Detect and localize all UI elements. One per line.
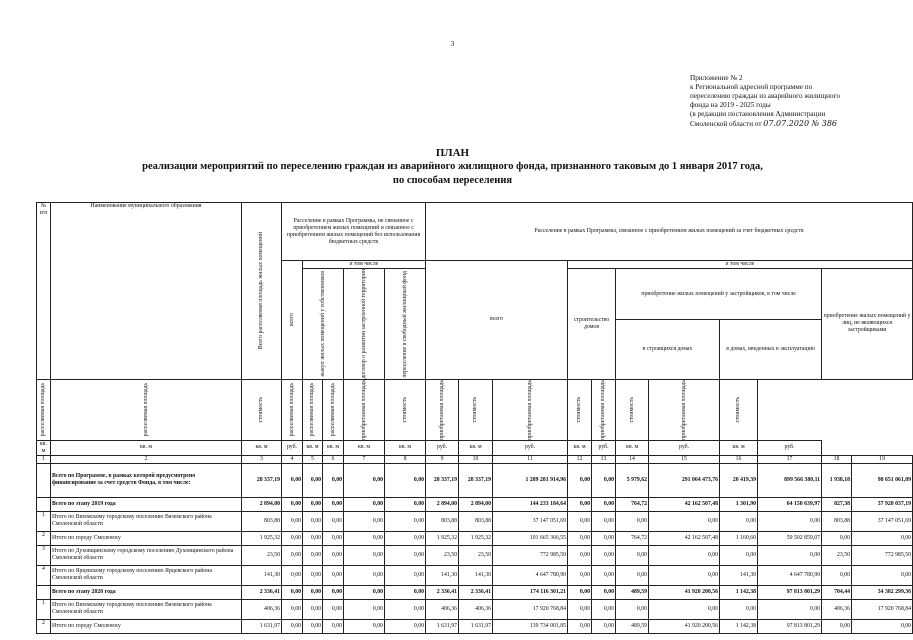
- header-vvedennye: в домах, введенных в эксплуатацию: [720, 320, 822, 380]
- value-cell: 0,00: [592, 565, 616, 585]
- column-number: 3: [242, 455, 282, 463]
- value-cell: 0,00: [592, 463, 616, 497]
- value-cell: 0,00: [344, 585, 385, 599]
- unit-kvm: кв. м: [720, 440, 758, 455]
- unit-rub: руб.: [426, 440, 459, 455]
- value-cell: 489,59: [616, 619, 649, 633]
- value-cell: 1 631,97: [242, 619, 282, 633]
- header-priobr-zastr: приобретение жилых помещений у застройщиков, в том числе: [616, 269, 822, 320]
- table-row: [37, 565, 913, 585]
- value-cell: 0,00: [303, 599, 323, 619]
- header-pereselenie: переселение в свободный жилищный фонд: [401, 270, 408, 378]
- value-cell: 2 336,41: [459, 585, 493, 599]
- value-cell: 4 647 780,90: [493, 565, 568, 585]
- value-cell: 1 925,32: [426, 531, 459, 545]
- value-cell: 406,36: [822, 599, 852, 619]
- value-cell: 0,00: [568, 463, 592, 497]
- municipality-name: Итого по Духовщинскому городскому поселению Духовщинского района Смоленской области: [51, 545, 242, 565]
- table-row: [37, 497, 913, 511]
- value-cell: 41 920 200,56: [649, 619, 720, 633]
- value-cell: 0,00: [616, 545, 649, 565]
- column-number: 2: [51, 455, 242, 463]
- value-cell: 141,30: [459, 565, 493, 585]
- column-number: 6: [323, 455, 344, 463]
- value-cell: 0,00: [568, 599, 592, 619]
- value-cell: 0,00: [282, 619, 303, 633]
- value-cell: 28 337,19: [242, 463, 282, 497]
- value-cell: 23,50: [426, 545, 459, 565]
- value-cell: 0,00: [344, 463, 385, 497]
- header-priobr-lic: приобретение жилых помещений у лиц, не являющихся застройщиками: [822, 269, 913, 380]
- column-number: 11: [493, 455, 568, 463]
- value-cell: 0,00: [568, 585, 592, 599]
- value-cell: 17 920 768,84: [493, 599, 568, 619]
- value-cell: 0,00: [344, 599, 385, 619]
- value-cell: 406,36: [426, 599, 459, 619]
- value-cell: 0,00: [385, 545, 426, 565]
- value-cell: 0,00: [568, 545, 592, 565]
- value-cell: 0,00: [568, 619, 592, 633]
- subheader-stoimost: стоимость: [576, 396, 583, 423]
- header-incl-2: в том числе: [568, 261, 913, 269]
- value-cell: 406,36: [459, 599, 493, 619]
- value-cell: 1 631,97: [426, 619, 459, 633]
- subheader-priobretaemaya: приобретаемая площадь: [438, 379, 445, 440]
- value-cell: 0,00: [852, 531, 913, 545]
- value-cell: 97 813 801,29: [758, 619, 822, 633]
- unit-kvm: кв. м: [51, 440, 242, 455]
- value-cell: 0,00: [592, 545, 616, 565]
- value-cell: 42 162 507,48: [649, 497, 720, 511]
- value-cell: 0,00: [282, 463, 303, 497]
- plan-table: [36, 202, 913, 634]
- value-cell: 0,00: [385, 565, 426, 585]
- unit-kvm: кв. м: [568, 440, 592, 455]
- value-cell: 0,00: [720, 545, 758, 565]
- value-cell: 0,00: [616, 565, 649, 585]
- value-cell: 0,00: [616, 511, 649, 531]
- value-cell: 0,00: [592, 511, 616, 531]
- header-vsego: всего: [288, 313, 295, 327]
- row-number: 2: [37, 619, 51, 633]
- municipality-name: Итого по городу Смоленску: [51, 619, 242, 633]
- plan-title: ПЛАН: [435, 147, 470, 159]
- table-row: [37, 585, 913, 599]
- value-cell: 4 647 780,90: [758, 565, 822, 585]
- value-cell: 23,50: [822, 545, 852, 565]
- subheader-stoimost: стоимость: [628, 396, 635, 423]
- value-cell: 0,00: [616, 599, 649, 619]
- value-cell: 37 920 037,19: [852, 497, 913, 511]
- value-cell: 0,00: [323, 497, 344, 511]
- value-cell: 0,00: [649, 511, 720, 531]
- column-number: 8: [385, 455, 426, 463]
- value-cell: 0,00: [592, 599, 616, 619]
- subheader-priobretaemaya: приобретаемая площадь: [680, 379, 687, 440]
- value-cell: 0,00: [344, 531, 385, 545]
- value-cell: 37 147 051,69: [852, 511, 913, 531]
- value-cell: 899 566 380,11: [758, 463, 822, 497]
- header-no: № п/п: [37, 203, 51, 380]
- value-cell: 144 233 184,64: [493, 497, 568, 511]
- value-cell: 0,00: [323, 531, 344, 545]
- municipality-name: Итого по городу Смоленску: [51, 531, 242, 545]
- value-cell: 0,00: [323, 463, 344, 497]
- value-cell: 0,00: [822, 531, 852, 545]
- value-cell: 0,00: [592, 531, 616, 545]
- value-cell: 0,00: [568, 511, 592, 531]
- subheader-rasselyaemaya: расселяемая площадь: [142, 383, 149, 437]
- row-number: 4: [37, 565, 51, 585]
- value-cell: 0,00: [649, 545, 720, 565]
- appendix-date-prefix: Смоленской области от: [690, 120, 762, 128]
- value-cell: 5 979,62: [616, 463, 649, 497]
- value-cell: 1 289 281 914,96: [493, 463, 568, 497]
- value-cell: 0,00: [282, 585, 303, 599]
- header-stroyaschiesya: в строящихся домах: [616, 320, 720, 380]
- value-cell: 0,00: [568, 531, 592, 545]
- table-row: [37, 619, 913, 633]
- value-cell: 489,59: [616, 585, 649, 599]
- unit-kvm: кв. м: [459, 440, 493, 455]
- column-number: 9: [426, 455, 459, 463]
- value-cell: 0,00: [344, 545, 385, 565]
- unit-rub: руб.: [493, 440, 568, 455]
- value-cell: 42 162 507,48: [649, 531, 720, 545]
- value-cell: 0,00: [303, 531, 323, 545]
- value-cell: 0,00: [385, 531, 426, 545]
- value-cell: 0,00: [822, 565, 852, 585]
- value-cell: 1 925,32: [459, 531, 493, 545]
- value-cell: 59 502 859,07: [758, 531, 822, 545]
- header-incl: в том числе: [303, 261, 426, 269]
- value-cell: 0,00: [323, 545, 344, 565]
- value-cell: 23,50: [459, 545, 493, 565]
- value-cell: 28 337,19: [459, 463, 493, 497]
- value-cell: 0,00: [303, 497, 323, 511]
- plan-subtitle: реализации мероприятий по переселению граждан из аварийного жилищного фонда, признанного таковым до 1 января 2017 года,: [142, 161, 763, 172]
- value-cell: 34 382 299,36: [852, 585, 913, 599]
- table-row: [37, 599, 913, 619]
- header-prog-no-budget: Расселение в рамках Программы, не связанное с приобретением жилых помещений и связанное с приобретением жилых помещений без использования бюджетных средств: [282, 203, 426, 261]
- value-cell: 0,00: [303, 463, 323, 497]
- unit-rub: руб.: [592, 440, 616, 455]
- header-total-area: Всего расселяемая площадь жилых помещений: [258, 232, 264, 350]
- subheader-rasselyaemaya: расселяемая площадь: [309, 383, 315, 437]
- value-cell: 20 419,39: [720, 463, 758, 497]
- unit-kvm: кв. м: [303, 440, 323, 455]
- value-cell: 23,50: [242, 545, 282, 565]
- value-cell: 0,00: [323, 619, 344, 633]
- municipality-name: Всего по этапу 2020 года: [51, 585, 242, 599]
- appendix-note: [690, 74, 840, 129]
- row-number: 1: [37, 511, 51, 531]
- row-number: 1: [37, 599, 51, 619]
- subheader-stoimost: стоимость: [735, 396, 742, 423]
- value-cell: 64 150 639,97: [758, 497, 822, 511]
- value-cell: 0,00: [323, 511, 344, 531]
- column-number: 5: [303, 455, 323, 463]
- value-cell: 772 985,50: [493, 545, 568, 565]
- column-number: 19: [852, 455, 913, 463]
- table-row: [37, 463, 913, 497]
- subheader-priobretaemaya: приобретаемая площадь: [526, 379, 533, 440]
- value-cell: 1 631,97: [459, 619, 493, 633]
- subheader-stoimost: стоимость: [472, 396, 479, 423]
- value-cell: 41 920 200,56: [649, 585, 720, 599]
- unit-kvm: кв. м: [37, 440, 51, 455]
- subheader-rasselyaemaya: расселяемая площадь: [40, 383, 46, 437]
- appendix-line: переселению граждан из аварийного жилищного: [690, 92, 840, 100]
- unit-rub: руб.: [758, 440, 822, 455]
- value-cell: 406,36: [242, 599, 282, 619]
- plan-subtitle-2: по способам переселения: [392, 175, 513, 186]
- value-cell: 101 665 366,55: [493, 531, 568, 545]
- unit-kvm: кв. м: [323, 440, 344, 455]
- value-cell: 0,00: [385, 585, 426, 599]
- value-cell: 1 925,32: [242, 531, 282, 545]
- value-cell: 0,00: [758, 545, 822, 565]
- page-number: 3: [450, 40, 455, 48]
- value-cell: 704,44: [822, 585, 852, 599]
- header-stroitelstvo: строительство домов: [568, 269, 616, 380]
- column-number: 10: [459, 455, 493, 463]
- unit-kvm: кв. м: [242, 440, 282, 455]
- value-cell: 98 651 061,09: [852, 463, 913, 497]
- column-number: 13: [592, 455, 616, 463]
- value-cell: 0,00: [282, 531, 303, 545]
- appendix-line: (в редакции постановления Администрации: [690, 110, 826, 118]
- value-cell: 0,00: [649, 565, 720, 585]
- value-cell: 141,30: [242, 565, 282, 585]
- unit-rub: руб.: [282, 440, 303, 455]
- municipality-name: Всего по этапу 2019 года: [51, 497, 242, 511]
- value-cell: 0,00: [303, 565, 323, 585]
- value-cell: 17 920 768,84: [852, 599, 913, 619]
- header-prog-budget: Расселение в рамках Программы, связанное с приобретением жилых помещений за счет бюджетных средств: [426, 203, 913, 261]
- value-cell: 827,38: [822, 497, 852, 511]
- unit-kvm: кв. м: [616, 440, 649, 455]
- appendix-line: фонда на 2019 - 2025 годы: [690, 101, 771, 109]
- subheader-rasselyaemaya: расселяемая площадь: [288, 383, 295, 437]
- municipality-name: Итого по Вяземскому городскому поселению Вяземского района Смоленской области: [51, 599, 242, 619]
- column-number: 7: [344, 455, 385, 463]
- value-cell: 0,00: [303, 585, 323, 599]
- value-cell: 803,88: [459, 511, 493, 531]
- header-vsego2: всего: [426, 261, 568, 380]
- value-cell: 0,00: [568, 565, 592, 585]
- value-cell: 0,00: [385, 619, 426, 633]
- value-cell: 174 116 301,21: [493, 585, 568, 599]
- row-number: [37, 497, 51, 511]
- value-cell: 0,00: [282, 545, 303, 565]
- value-cell: 2 894,00: [242, 497, 282, 511]
- value-cell: 0,00: [303, 619, 323, 633]
- value-cell: 0,00: [592, 585, 616, 599]
- value-cell: 0,00: [385, 599, 426, 619]
- value-cell: 1 301,90: [720, 497, 758, 511]
- unit-rub: руб.: [649, 440, 720, 455]
- municipality-name: Итого по Вяземскому городскому поселению Вяземского района Смоленской области: [51, 511, 242, 531]
- unit-kvm: кв. м: [344, 440, 385, 455]
- value-cell: 0,00: [649, 599, 720, 619]
- value-cell: 1 160,60: [720, 531, 758, 545]
- value-cell: 0,00: [303, 511, 323, 531]
- row-number: [37, 463, 51, 497]
- value-cell: 0,00: [344, 497, 385, 511]
- value-cell: 141,30: [426, 565, 459, 585]
- value-cell: 2 336,41: [426, 585, 459, 599]
- municipality-name: Итого по Ярцевскому городскому поселению Ярцевского района Смоленской области: [51, 565, 242, 585]
- value-cell: 0,00: [758, 599, 822, 619]
- value-cell: 803,88: [822, 511, 852, 531]
- value-cell: 0,00: [282, 497, 303, 511]
- value-cell: 0,00: [323, 599, 344, 619]
- value-cell: 2 336,41: [242, 585, 282, 599]
- value-cell: 0,00: [568, 497, 592, 511]
- value-cell: 0,00: [282, 565, 303, 585]
- value-cell: 0,00: [344, 565, 385, 585]
- row-number: 3: [37, 545, 51, 565]
- value-cell: 97 813 801,29: [758, 585, 822, 599]
- table-row: [37, 511, 913, 531]
- handwritten-signature: 07.07.2020 № 386: [763, 119, 838, 128]
- value-cell: 764,72: [616, 531, 649, 545]
- appendix-line: к Региональной адресной программе по: [690, 83, 813, 91]
- appendix-line: [690, 119, 840, 129]
- value-cell: 0,00: [852, 619, 913, 633]
- value-cell: 0,00: [323, 565, 344, 585]
- header-vykup: выкуп жилых помещений у собственников: [319, 271, 326, 377]
- row-number: 2: [37, 531, 51, 545]
- value-cell: 2 894,00: [459, 497, 493, 511]
- value-cell: 141,30: [720, 565, 758, 585]
- column-number: 14: [616, 455, 649, 463]
- value-cell: 0,00: [344, 511, 385, 531]
- value-cell: 1 938,18: [822, 463, 852, 497]
- table-row: [37, 545, 913, 565]
- value-cell: 1 142,38: [720, 619, 758, 633]
- value-cell: 0,00: [344, 619, 385, 633]
- appendix-line: Приложение № 2: [690, 74, 743, 82]
- value-cell: 0,00: [852, 565, 913, 585]
- value-cell: 764,72: [616, 497, 649, 511]
- value-cell: 0,00: [385, 463, 426, 497]
- municipality-name: Всего по Программе, в рамках которой предусмотрено финансирование за счет средств Фонда, в том числе:: [51, 463, 242, 497]
- column-number: 4: [282, 455, 303, 463]
- value-cell: 37 147 051,69: [493, 511, 568, 531]
- value-cell: 803,88: [242, 511, 282, 531]
- column-number: 15: [649, 455, 720, 463]
- value-cell: 0,00: [303, 545, 323, 565]
- column-number: 16: [720, 455, 758, 463]
- subheader-rasselyaemaya: расселяемая площадь: [329, 383, 336, 437]
- subheader-priobretaemaya: приобретаемая площадь: [600, 379, 607, 440]
- column-number: 12: [568, 455, 592, 463]
- value-cell: 0,00: [758, 511, 822, 531]
- row-number: [37, 585, 51, 599]
- value-cell: 139 734 001,85: [493, 619, 568, 633]
- unit-kvm: кв. м: [385, 440, 426, 455]
- value-cell: 803,88: [426, 511, 459, 531]
- subheader-stoimost: стоимость: [401, 396, 408, 423]
- value-cell: 0,00: [282, 599, 303, 619]
- value-cell: 0,00: [592, 497, 616, 511]
- value-cell: 0,00: [720, 599, 758, 619]
- value-cell: 0,00: [720, 511, 758, 531]
- value-cell: 0,00: [282, 511, 303, 531]
- header-name: Наименование муниципального образования: [51, 203, 242, 380]
- value-cell: 291 064 473,76: [649, 463, 720, 497]
- value-cell: 0,00: [592, 619, 616, 633]
- header-dogovor: договор о развитии застроенной территории: [360, 269, 367, 379]
- value-cell: 772 985,50: [852, 545, 913, 565]
- column-number: 18: [822, 455, 852, 463]
- value-cell: 0,00: [385, 497, 426, 511]
- value-cell: 0,00: [323, 585, 344, 599]
- value-cell: 2 894,00: [426, 497, 459, 511]
- value-cell: 0,00: [385, 511, 426, 531]
- value-cell: 0,00: [822, 619, 852, 633]
- column-number: 17: [758, 455, 822, 463]
- subheader-priobretaemaya: приобретаемая площадь: [360, 379, 367, 440]
- subheader-stoimost: стоимость: [258, 396, 264, 423]
- column-number: 1: [37, 455, 51, 463]
- value-cell: 1 142,38: [720, 585, 758, 599]
- table-row: [37, 531, 913, 545]
- value-cell: 28 337,19: [426, 463, 459, 497]
